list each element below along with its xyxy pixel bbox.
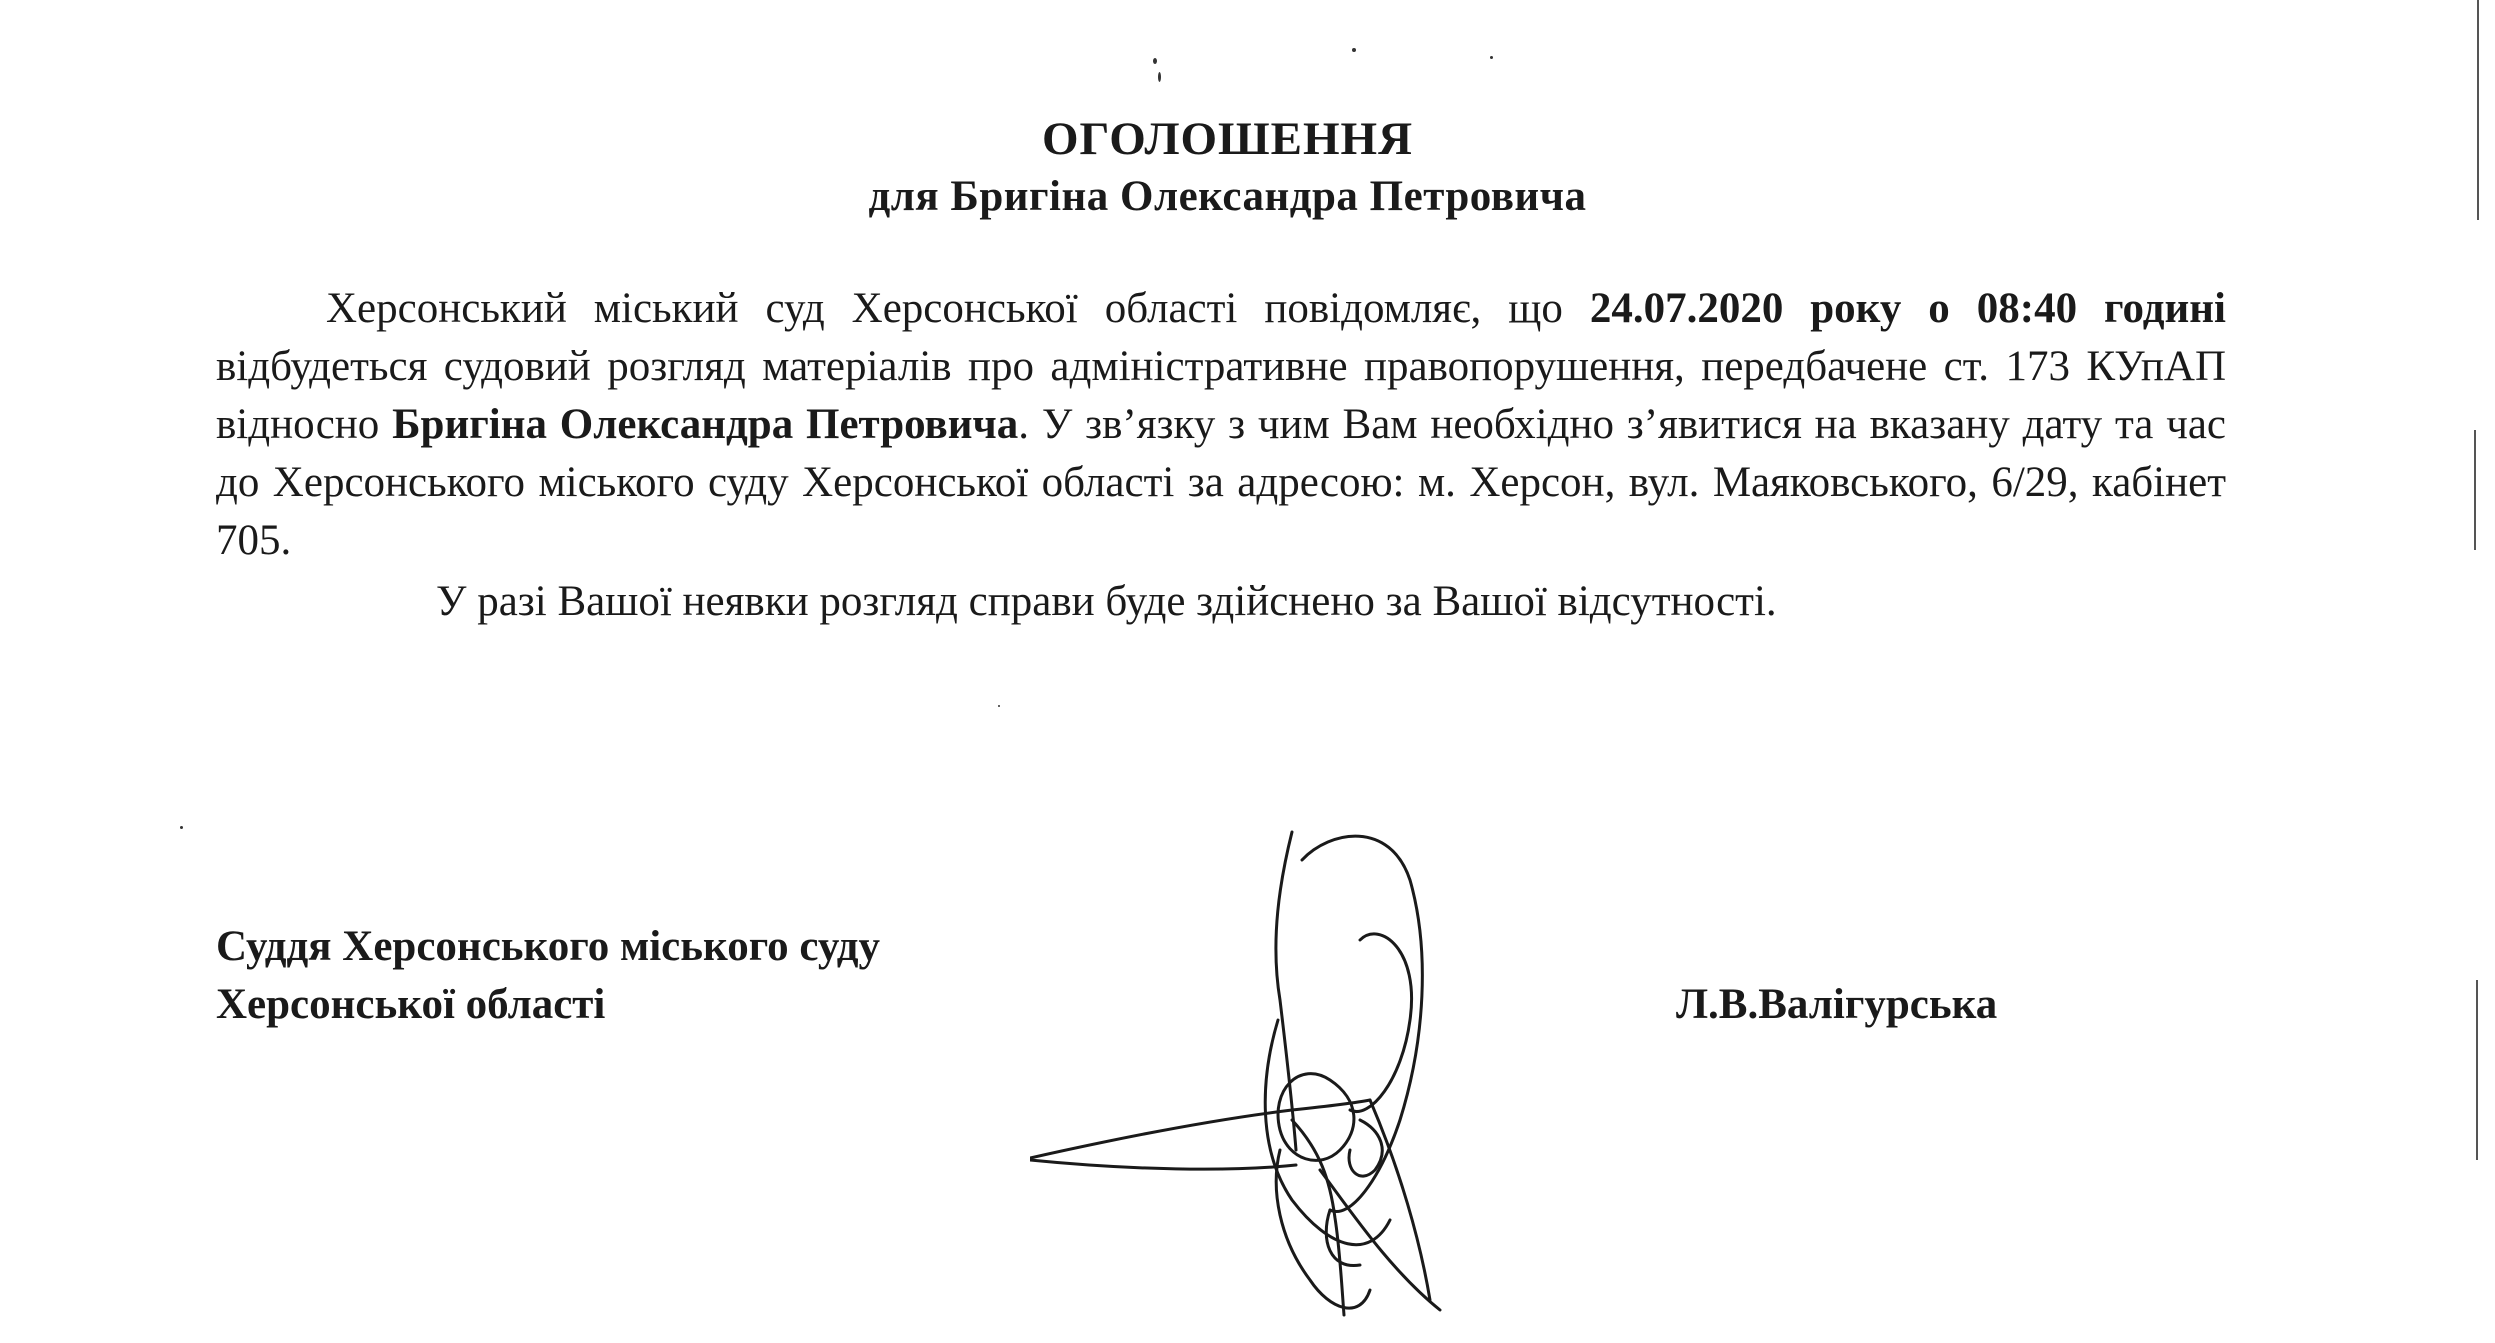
notice-text: Херсонський міський суд Херсонської області повідомляє, що	[326, 285, 1590, 332]
scan-speck	[1352, 48, 1356, 52]
scan-edge-line	[2474, 430, 2476, 550]
scan-edge-line	[2476, 980, 2478, 1160]
absence-warning: У разі Вашої неявки розгляд справи буде здійснено за Вашої відсутності.	[436, 578, 1777, 625]
scan-edge-line	[2477, 0, 2479, 220]
judge-position-line: Суддя Херсонського міського суду	[216, 923, 880, 970]
notice-text: . У зв’язку з чим Вам необхідно з’явитися на вказану дату та час до Херсонського міського суду Херсонської області за адресою: м. Херсон, вул. Маяковського, 6/29, кабінет 705.	[216, 401, 2226, 564]
scan-speck	[1490, 56, 1493, 59]
notice-paragraph	[216, 280, 2226, 570]
defendant-name: Бригіна Олександра Петровича	[392, 401, 1019, 448]
document-subtitle: для Бригіна Олександра Петровича	[868, 173, 1587, 220]
scan-speck	[998, 705, 1000, 707]
signature-icon	[1030, 820, 1500, 1340]
judge-name: Л.В.Валігурська	[1676, 981, 1998, 1028]
scan-speck	[180, 826, 183, 829]
judge-position-line: Херсонської області	[216, 981, 606, 1028]
notice-text: відбудеться судовий розгляд матеріалів про адміністративне правопорушення, передбачене ст. 173 КУпАП відносно	[216, 343, 2226, 448]
judge-position	[216, 918, 880, 1034]
scan-speck	[1153, 58, 1157, 64]
hearing-datetime: 24.07.2020 року о 08:40 годині	[1589, 285, 2226, 332]
document-title: ОГОЛОШЕННЯ	[1041, 113, 1414, 165]
scan-speck	[1158, 72, 1161, 82]
